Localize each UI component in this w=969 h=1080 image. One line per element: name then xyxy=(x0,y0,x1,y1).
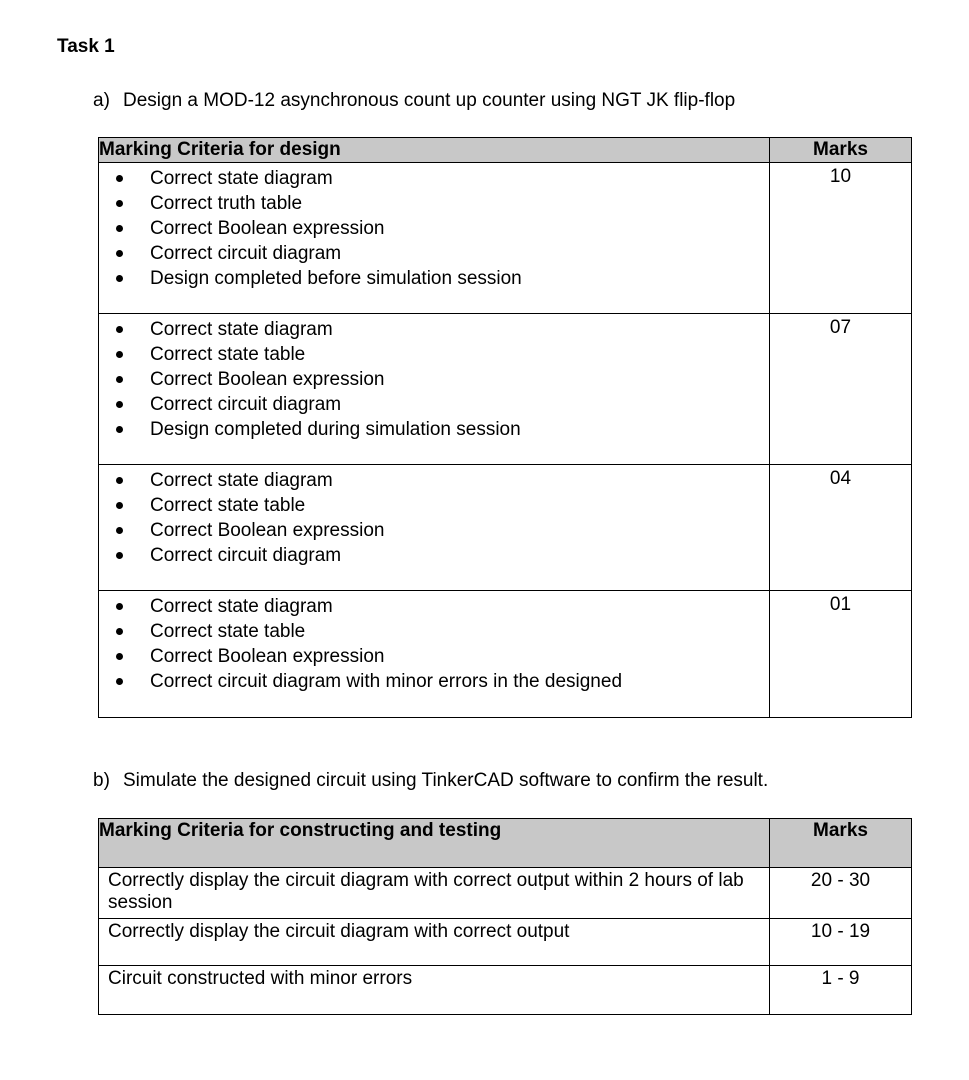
list-item: Correct Boolean expression xyxy=(99,216,769,241)
marks-cell: 01 xyxy=(770,591,912,718)
list-item: Correct Boolean expression xyxy=(99,367,769,392)
list-item: Correct state diagram xyxy=(99,594,769,619)
testing-marks-header: Marks xyxy=(770,819,912,868)
table-row xyxy=(99,314,912,465)
question-b-text: Simulate the designed circuit using TinkerCAD software to confirm the result. xyxy=(123,770,769,791)
table-row xyxy=(99,868,912,919)
criteria-list xyxy=(99,465,769,568)
task-title: Task 1 xyxy=(57,36,115,57)
list-item: Correct state table xyxy=(99,493,769,518)
marks-cell: 1 - 9 xyxy=(770,966,912,1015)
marks-cell: 10 - 19 xyxy=(770,919,912,966)
design-marks-header: Marks xyxy=(770,138,912,163)
design-criteria-header: Marking Criteria for design xyxy=(99,138,770,163)
list-item: Correct circuit diagram xyxy=(99,241,769,266)
list-item: Correct state diagram xyxy=(99,166,769,191)
marks-cell: 10 xyxy=(770,163,912,314)
list-item: Correct circuit diagram xyxy=(99,392,769,417)
criteria-cell: Correctly display the circuit diagram with correct output xyxy=(99,919,770,966)
list-item: Correct circuit diagram xyxy=(99,543,769,568)
criteria-cell xyxy=(99,163,770,314)
list-item: Correct truth table xyxy=(99,191,769,216)
question-b-label: b) xyxy=(93,770,110,791)
question-a-text: Design a MOD-12 asynchronous count up counter using NGT JK flip-flop xyxy=(123,90,736,111)
table-row xyxy=(99,591,912,718)
criteria-list xyxy=(99,314,769,442)
criteria-cell: Correctly display the circuit diagram with correct output within 2 hours of lab session xyxy=(99,868,770,919)
table-row xyxy=(99,163,912,314)
criteria-cell xyxy=(99,314,770,465)
list-item: Correct Boolean expression xyxy=(99,644,769,669)
list-item: Correct state table xyxy=(99,342,769,367)
list-item: Correct state diagram xyxy=(99,317,769,342)
testing-table-header xyxy=(99,819,912,868)
list-item: Design completed before simulation session xyxy=(99,266,769,291)
criteria-cell: Circuit constructed with minor errors xyxy=(99,966,770,1015)
criteria-cell xyxy=(99,591,770,718)
testing-criteria-header: Marking Criteria for constructing and testing xyxy=(99,819,770,868)
testing-criteria-table xyxy=(98,818,912,1015)
criteria-list xyxy=(99,163,769,291)
criteria-list xyxy=(99,591,769,694)
design-criteria-table xyxy=(98,137,912,718)
list-item: Correct state table xyxy=(99,619,769,644)
question-a xyxy=(93,90,735,112)
design-table-header xyxy=(99,138,912,163)
list-item: Correct Boolean expression xyxy=(99,518,769,543)
list-item: Design completed during simulation session xyxy=(99,417,769,442)
table-row xyxy=(99,919,912,966)
question-a-label: a) xyxy=(93,90,110,111)
list-item: Correct state diagram xyxy=(99,468,769,493)
marks-cell: 20 - 30 xyxy=(770,868,912,919)
table-row xyxy=(99,465,912,591)
marks-cell: 07 xyxy=(770,314,912,465)
marks-cell: 04 xyxy=(770,465,912,591)
criteria-cell xyxy=(99,465,770,591)
table-row xyxy=(99,966,912,1015)
list-item: Correct circuit diagram with minor errors in the designed xyxy=(99,669,769,694)
question-b xyxy=(93,770,768,792)
